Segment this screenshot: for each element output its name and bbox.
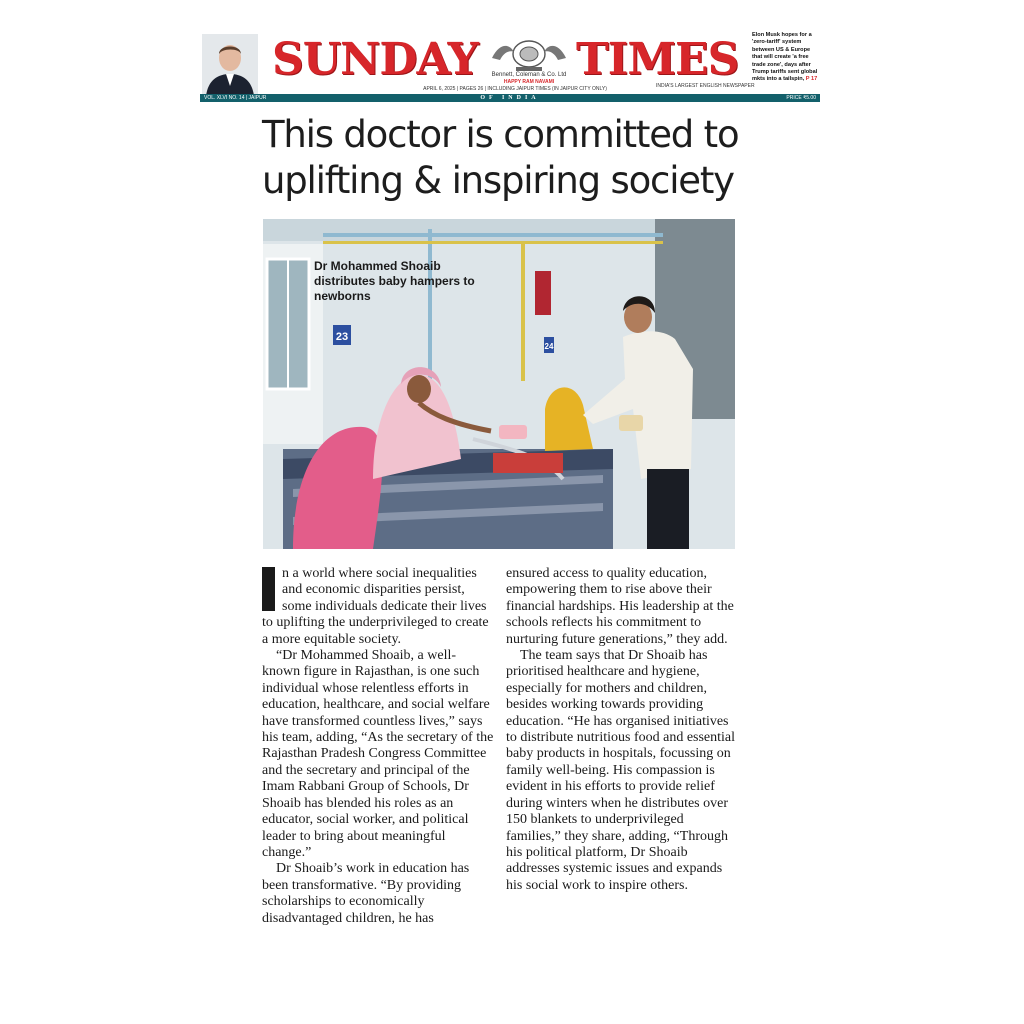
person-portrait-icon (202, 34, 258, 96)
masthead-teaser-text: Elon Musk hopes for a 'zero-tariff' system between US & Europe that will create 'a free trade zone', days after Trump tariffs sent global mkts into a tailspin, (752, 32, 818, 83)
masthead-title-times: TIMES (576, 34, 739, 85)
headline-line-1: This doctor is committed to (262, 113, 739, 156)
article-paragraph: ensured access to quality education, empowering them to rise above their financial hardships. His leadership at the schools reflects his commitment to nurturing future generations,” they add. (506, 566, 734, 647)
drop-cap-letter-i (262, 567, 275, 611)
masthead-price: PRICE ₹5.00 (786, 95, 816, 101)
masthead-crest-emblem (486, 34, 572, 74)
masthead-portrait-photo (202, 34, 258, 96)
article-paragraph: n a world where social inequalities and economic disparities persist, some individuals dedicate their lives to uplifting the underprivileged to create a more equitable society. (262, 566, 489, 647)
masthead-dateline: APRIL 6, 2025 | PAGES 26 | INCLUDING JAIPUR TIMES (IN JAIPUR CITY ONLY) (423, 86, 607, 92)
article-paragraph: The team says that Dr Shoaib has prioritised healthcare and hygiene, especially for mothers and children, besides working towards providing education. “He has organised initiatives to distribute nutritious food and essential baby products in hospitals, focussing on family well-being. His compassion is evident in his efforts to provide relief during winters when he distributes over 150 blankets to underprivileged families,” they share, adding, “Through his political platform, Dr Shoaib addresses systemic issues and expands his social work to inspire others. (506, 648, 736, 893)
bed-number-tag-2: 24 (544, 342, 554, 351)
masthead-volume: VOL. XLVI NO. 14 | JAIPUR (204, 95, 267, 101)
masthead-title-sunday: SUNDAY (272, 34, 478, 85)
headline-line-2: uplifting & inspiring society (262, 159, 734, 202)
article-paragraph: “Dr Mohammed Shoaib, a well-known figure in Rajasthan, is one such individual whose relentless efforts in education, healthcare, and social welfare have transformed countless lives,” says his team, adding, “As the secretary of the Rajasthan Pradesh Congress Committee and the secretary and principal of the Imam Rabbani Group of Schools, Dr Shoaib has blended his roles as an educator, social worker, and political leader to bring about meaningful change.” (262, 648, 494, 860)
photo-caption: Dr Mohammed Shoaib distributes baby hampers to newborns (314, 259, 475, 303)
article-column-left (262, 566, 494, 927)
masthead-greeting: HAPPY RAM NAVAMI (503, 79, 555, 85)
masthead-tagline: INDIA'S LARGEST ENGLISH NEWSPAPER (656, 83, 755, 89)
article-headline (262, 112, 762, 204)
masthead-teaser (752, 32, 820, 84)
article-paragraph: Dr Shoaib’s work in education has been transformative. “By providing scholarships to economically disadvantaged children, he has (262, 861, 470, 926)
masthead-teaser-page: P 17 (805, 76, 818, 83)
bed-number-tag: 23 (335, 331, 349, 343)
masthead-of-india: OF INDIA (480, 95, 540, 101)
article-photo (263, 219, 735, 549)
masthead-bar (200, 94, 820, 102)
masthead (200, 30, 820, 104)
masthead-publisher: Bennett, Coleman & Co. Ltd (491, 72, 567, 78)
article-column-right (506, 566, 738, 894)
